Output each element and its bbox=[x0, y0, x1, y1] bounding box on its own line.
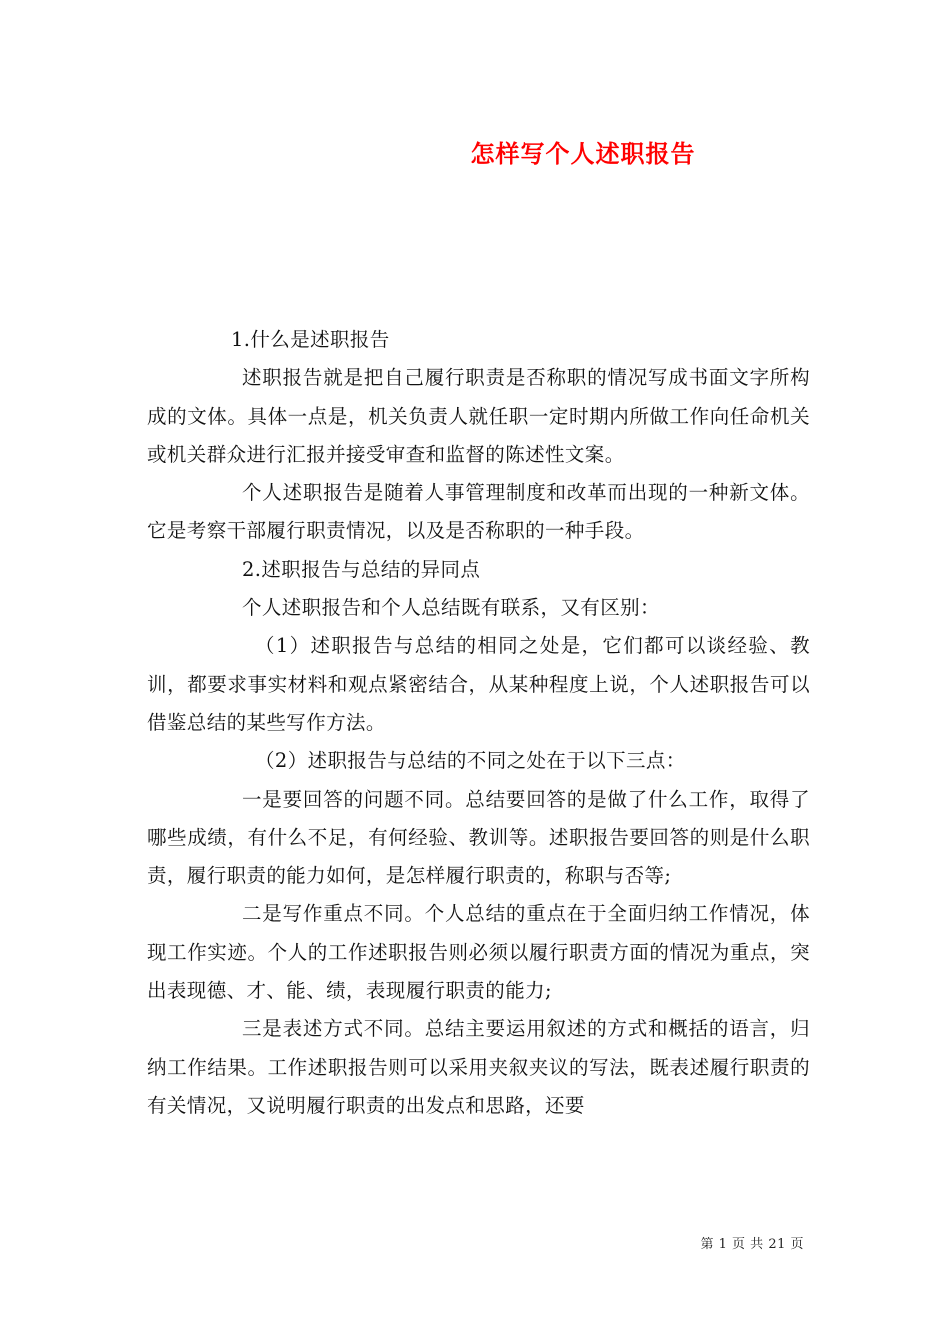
document-body bbox=[147, 321, 810, 1125]
paragraph-differences-intro: （2）述职报告与总结的不同之处在于以下三点： bbox=[255, 749, 686, 773]
paragraph-difference-2: 二是写作重点不同。个人总结的重点在于全面归纳工作情况，体现工作实迹。个人的工作述职报告则必须以履行职责方面的情况为重点，突出表现德、才、能、绩，表现履行职责的能力; bbox=[147, 902, 810, 1003]
paragraph-similarities: （1）述职报告与总结的相同之处是，它们都可以谈经验、教训，都要求事实材料和观点紧密结合，从某种程度上说，个人述职报告可以借鉴总结的某些写作方法。 bbox=[147, 634, 810, 734]
page-number: 第 1 页 共 21 页 bbox=[700, 1237, 804, 1252]
paragraph-relation: 个人述职报告和个人总结既有联系，又有区别： bbox=[242, 596, 660, 620]
paragraph-difference-1: 一是要回答的问题不同。总结要回答的是做了什么工作，取得了哪些成绩，有什么不足，有何经验、教训等。述职报告要回答的则是什么职责，履行职责的能力如何，是怎样履行职责的，称职与否等; bbox=[147, 787, 810, 888]
paragraph-origin: 个人述职报告是随着人事管理制度和改革而出现的一种新文体。它是考察干部履行职责情况，以及是否称职的一种手段。 bbox=[147, 481, 810, 543]
document-title: 怎样写个人述职报告 bbox=[470, 139, 696, 168]
paragraph-definition: 述职报告就是把自己履行职责是否称职的情况写成书面文字所构成的文体。具体一点是，机关负责人就任职一定时期内所做工作向任命机关或机关群众进行汇报并接受审查和监督的陈述性文案。 bbox=[147, 366, 810, 466]
section-heading-1: 1.什么是述职报告 bbox=[231, 328, 390, 351]
paragraph-difference-3: 三是表述方式不同。总结主要运用叙述的方式和概括的语言，归纳工作结果。工作述职报告则可以采用夹叙夹议的写法，既表述履行职责的有关情况，又说明履行职责的出发点和思路，还要 bbox=[147, 1017, 810, 1117]
section-heading-2: 2.述职报告与总结的异同点 bbox=[242, 557, 481, 581]
